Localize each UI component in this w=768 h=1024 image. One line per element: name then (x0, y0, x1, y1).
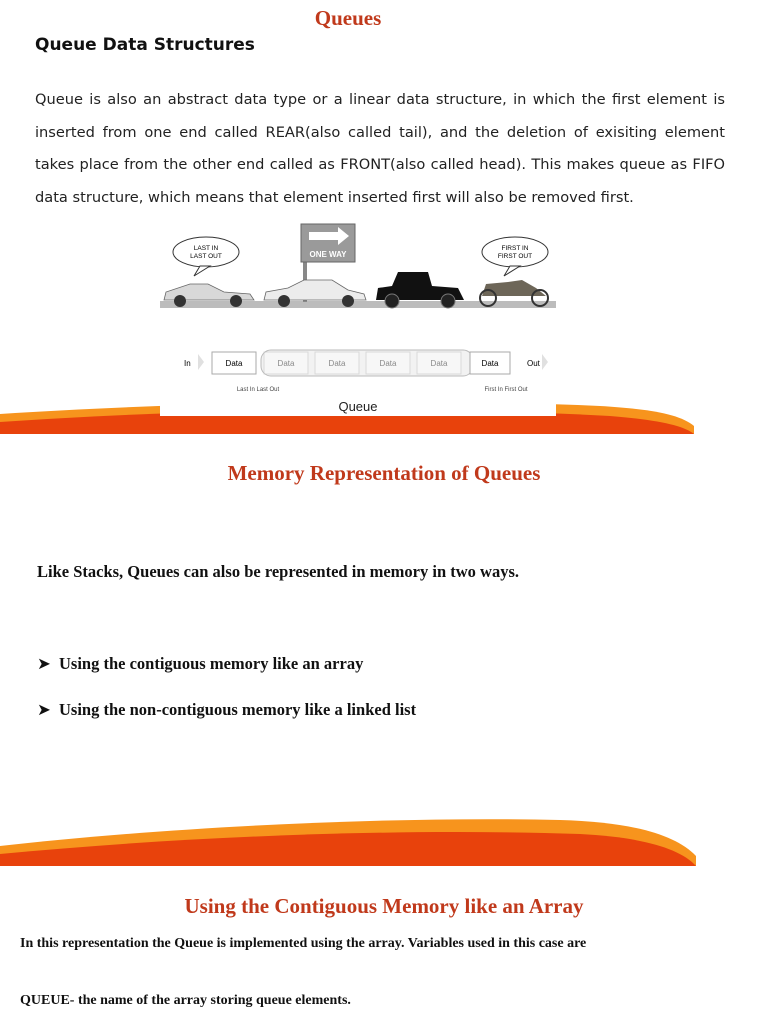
bubble-left-line2: LAST OUT (190, 253, 222, 260)
cell-label: Data (328, 359, 346, 368)
array-representation-text: In this representation the Queue is implemented using the array. Variables used in this case are (20, 936, 587, 951)
speech-bubble-left (173, 237, 239, 276)
queue-cell (264, 352, 308, 374)
queue-cell (315, 352, 359, 374)
in-label: In (184, 359, 191, 368)
page-title: Queues (314, 6, 382, 30)
list-item (37, 700, 416, 720)
out-label: Out (527, 359, 540, 368)
cell-label: Data (225, 359, 243, 368)
queue-cell (417, 352, 461, 374)
out-arrow-icon (542, 354, 548, 370)
bubble-right-line1: FIRST IN (501, 245, 529, 252)
bubble-right-line2: FIRST OUT (497, 253, 533, 260)
contiguous-memory-heading: Using the Contiguous Memory like an Array (184, 894, 584, 918)
queue-definition-paragraph: Queue is also an abstract data type or a linear data structure, in which the first element is inserted from one end called REAR(also called tail), and the deletion of exisiting element takes place from the other end called as FRONT(also called head). This makes queue as FIFO data structure, which means that element inserted first will also be removed first. (35, 91, 725, 206)
bubble-left-line1: LAST IN (193, 245, 219, 252)
in-arrow-icon (198, 354, 204, 370)
arrowhead-bullet-icon: ➤ (37, 654, 51, 673)
cell-label: Data (430, 359, 448, 368)
figure-caption: Queue (338, 399, 378, 414)
fifo-caption: First In First Out (484, 387, 528, 393)
memory-intro-text: Like Stacks, Queues can also be represented in memory in two ways. (37, 562, 520, 581)
cell-label: Data (481, 359, 499, 368)
lifo-caption: Last In Last Out (236, 387, 280, 393)
queue-illustration (160, 222, 556, 416)
queue-cell (470, 352, 510, 374)
list-item (37, 654, 363, 674)
queue-cell (366, 352, 410, 374)
section-subtitle: Queue Data Structures (35, 35, 255, 55)
sign-label: ONE WAY (309, 250, 347, 259)
queue-cell (212, 352, 256, 374)
bullet-text: Using the non-contiguous memory like a linked list (59, 700, 417, 719)
bullet-text: Using the contiguous memory like an array (59, 654, 364, 673)
cell-label: Data (379, 359, 397, 368)
queue-figure-svg (160, 222, 556, 416)
arrowhead-bullet-icon: ➤ (37, 700, 51, 719)
queue-variable-definition: QUEUE- the name of the array storing queue elements. (20, 993, 351, 1008)
speech-bubble-right (482, 237, 548, 276)
cell-label: Data (277, 359, 295, 368)
road (160, 301, 556, 308)
memory-representation-heading: Memory Representation of Queues (227, 461, 541, 485)
orange-swoosh-divider (0, 812, 768, 866)
